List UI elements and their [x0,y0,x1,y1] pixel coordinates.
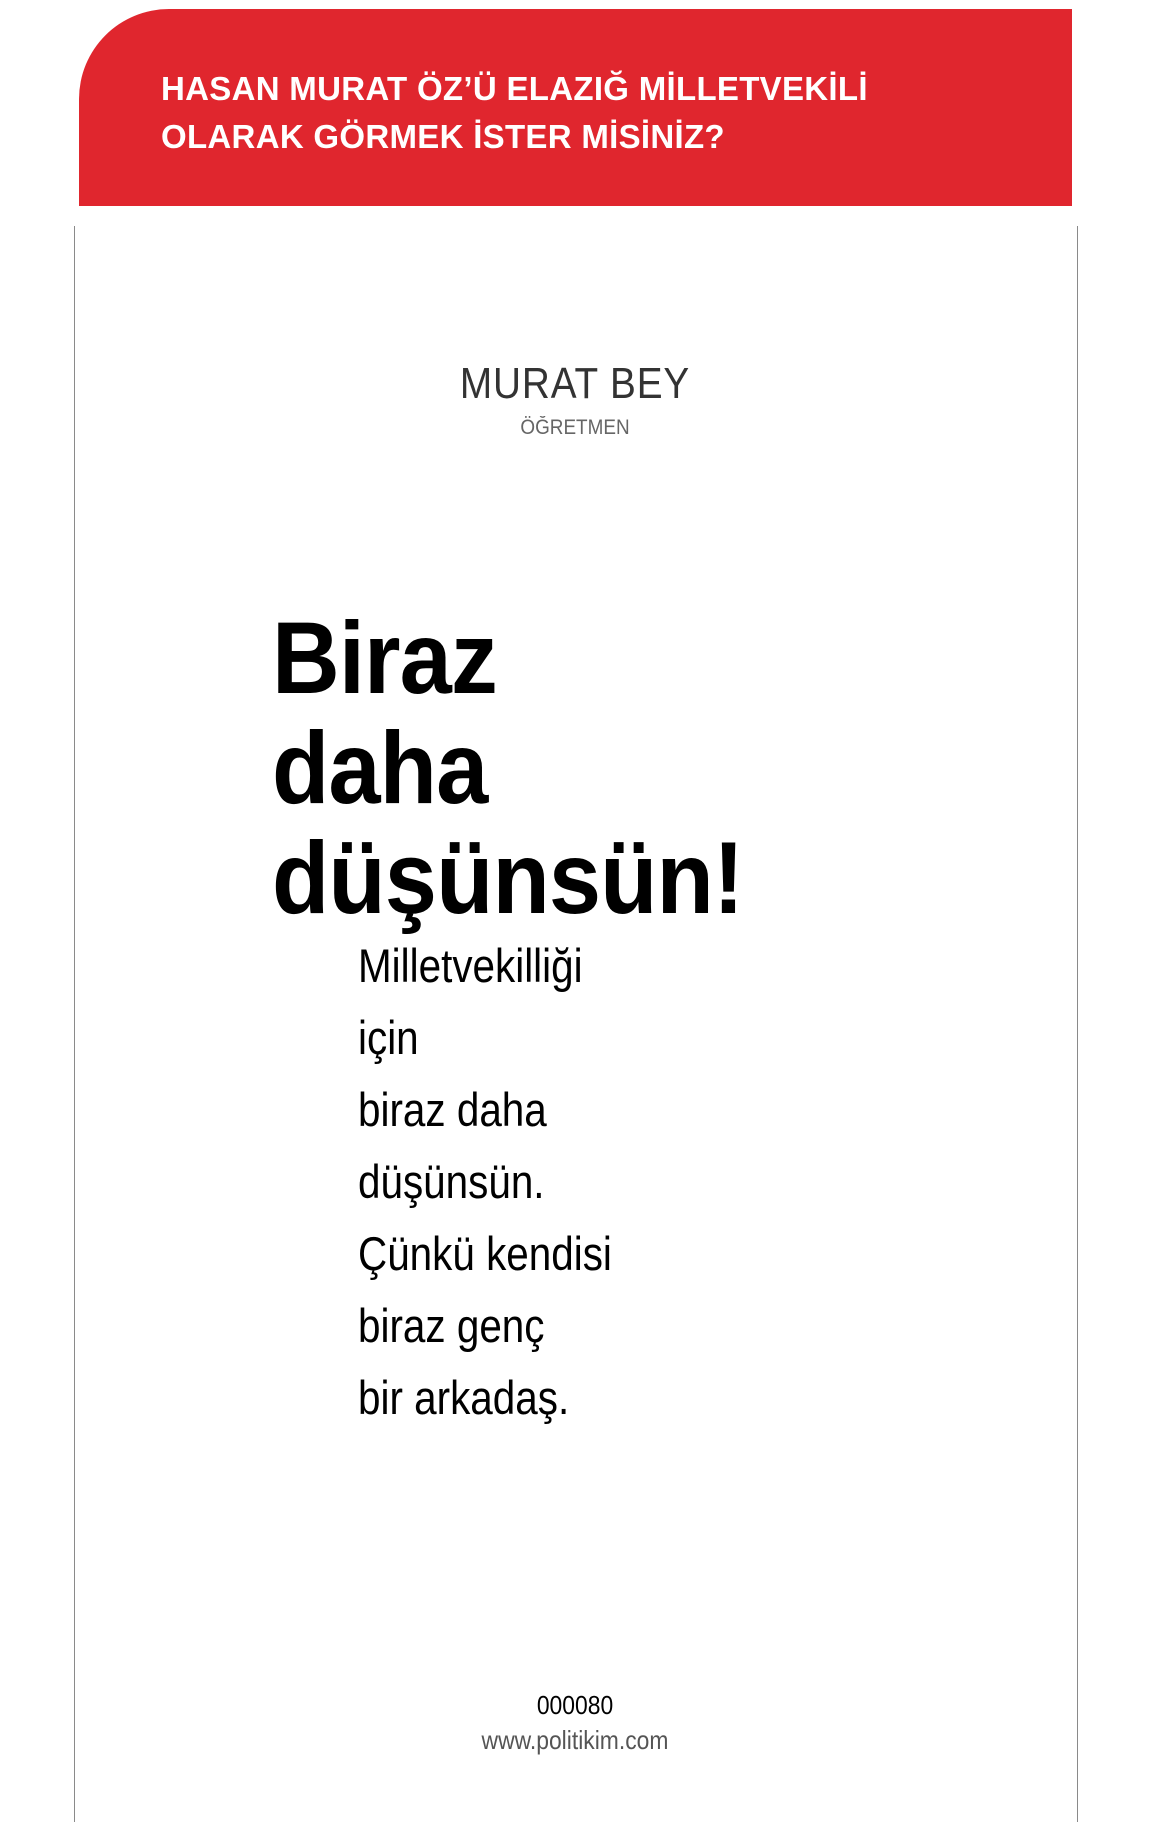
headline [272,603,743,933]
author-block [0,356,1150,440]
question-text [161,65,1041,161]
answer-line-7: bir arkadaş. [358,1371,570,1424]
headline-line-3: düşünsün! [272,821,744,935]
question-banner [79,9,1072,206]
question-line-1: HASAN MURAT ÖZ’Ü ELAZIĞ MİLLETVEKİLİ [161,70,868,107]
footer [0,1690,1150,1756]
author-name: MURAT BEY [459,359,691,408]
answer-line-4: düşünsün. [358,1155,545,1208]
question-line-2: OLARAK GÖRMEK İSTER MİSİNİZ? [161,118,725,155]
frame-left-border [74,226,75,1822]
headline-line-2: daha [272,711,488,825]
answer-line-1: Milletvekilliği [358,939,583,992]
answer-line-6: biraz genç [358,1299,545,1352]
author-title: ÖĞRETMEN [520,416,630,439]
answer-line-2: için [358,1011,419,1064]
site-url: www.politikim.com [481,1725,669,1755]
headline-line-1: Biraz [272,601,497,715]
answer-line-5: Çünkü kendisi [358,1227,612,1280]
answer-text [358,930,612,1434]
record-id: 000080 [536,1690,614,1720]
frame-right-border [1077,226,1078,1822]
answer-line-3: biraz daha [358,1083,547,1136]
